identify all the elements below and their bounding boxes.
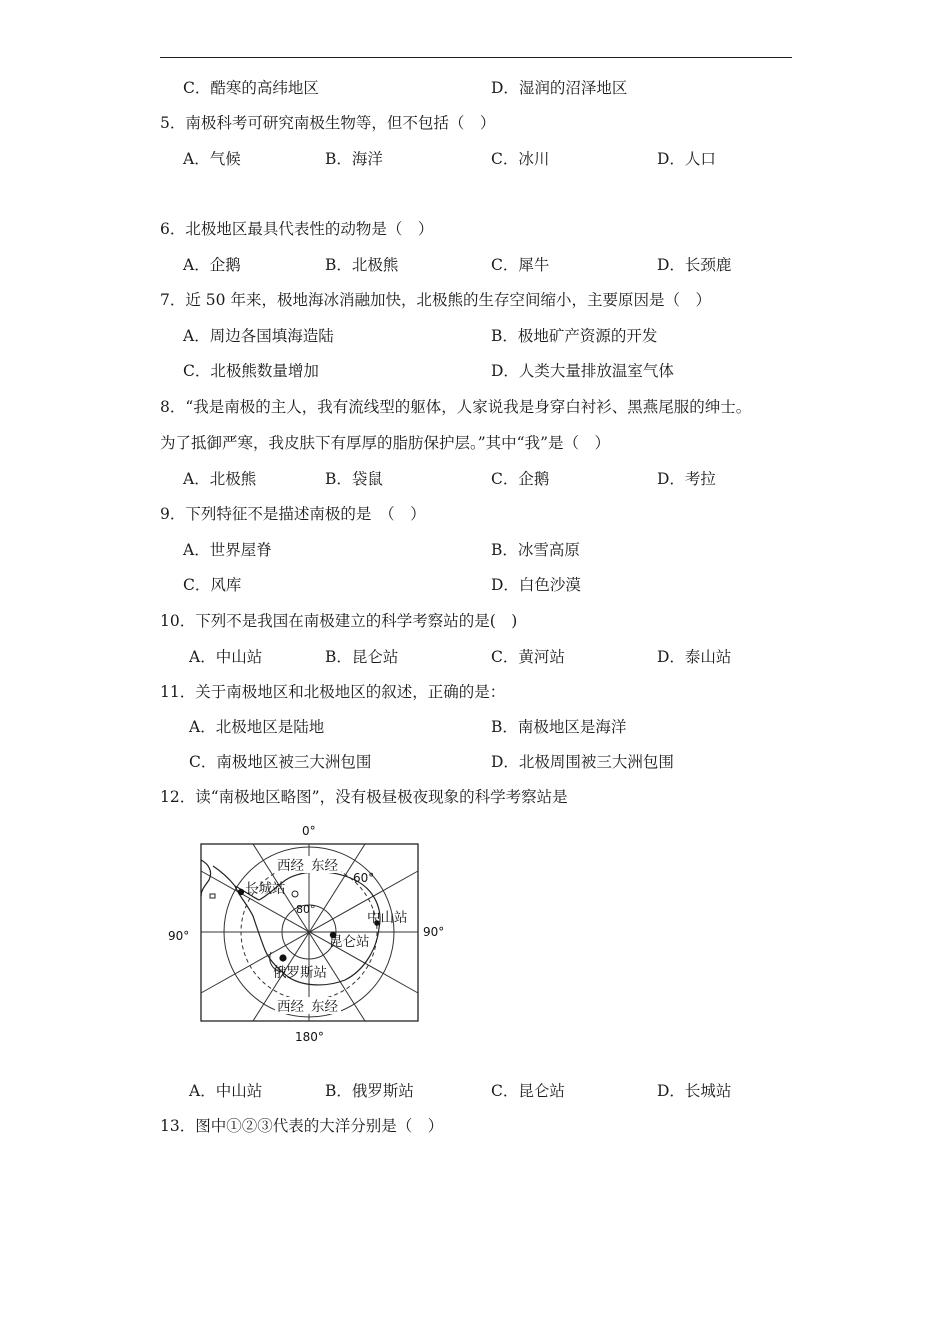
q12-stem: 12．读“南极地区略图”，没有极昼极夜现象的科学考察站是 — [160, 788, 568, 806]
q6-option-d[interactable]: D．长颈鹿 — [657, 256, 732, 274]
station-russia-marker — [279, 954, 286, 961]
station-russia-label: 俄罗斯站 — [273, 965, 327, 981]
station-changcheng-label: 长城站 — [245, 881, 286, 897]
map-label-west-bottom: 西经 — [277, 999, 304, 1015]
island-1 — [210, 894, 215, 898]
q11-option-c[interactable]: C．南极地区被三大洲包围 — [189, 753, 372, 771]
station-kunlun-label: 昆仑站 — [329, 934, 370, 950]
q5-stem: 5．南极科考可研究南极生物等，但不包括（ ） — [160, 114, 496, 132]
q10-option-a[interactable]: A．中山站 — [189, 648, 263, 666]
q10-stem: 10．下列不是我国在南极建立的科学考察站的是( ) — [160, 612, 518, 630]
q12-option-b[interactable]: B．俄罗斯站 — [325, 1082, 414, 1100]
q4-option-d[interactable]: D．湿润的沼泽地区 — [491, 79, 628, 97]
q12-option-d[interactable]: D．长城站 — [657, 1082, 732, 1100]
q9-option-a[interactable]: A．世界屋脊 — [183, 541, 272, 559]
q5-option-a[interactable]: A．气候 — [183, 150, 241, 168]
q10-option-d[interactable]: D．泰山站 — [657, 648, 732, 666]
q7-option-c[interactable]: C．北极熊数量增加 — [183, 362, 319, 380]
q6-option-b[interactable]: B．北极熊 — [325, 256, 399, 274]
q7-stem: 7．近 50 年来，极地海冰消融加快，北极熊的生存空间缩小，主要原因是（ ） — [160, 291, 711, 309]
map-label-0: 0° — [302, 824, 316, 838]
q13-stem: 13．图中①②③代表的大洋分别是（ ） — [160, 1117, 444, 1135]
q8-option-d[interactable]: D．考拉 — [657, 470, 716, 488]
q8-option-b[interactable]: B．袋鼠 — [325, 470, 383, 488]
q6-stem: 6．北极地区最具代表性的动物是（ ） — [160, 220, 434, 238]
map-label-lat80: 80° — [296, 903, 316, 916]
map-label-90-west: 90° — [168, 929, 190, 943]
q11-option-d[interactable]: D．北极周围被三大洲包围 — [491, 753, 674, 771]
map-label-lat60: 60° — [353, 871, 375, 885]
map-label-east-bottom: 东经 — [311, 999, 338, 1015]
map-label-180: 180° — [295, 1030, 324, 1044]
q5-option-c[interactable]: C．冰川 — [491, 150, 550, 168]
station-zhongshan-label: 中山站 — [367, 910, 408, 926]
q8-option-a[interactable]: A．北极熊 — [183, 470, 257, 488]
south-america-outline — [201, 860, 211, 896]
q12-option-a[interactable]: A．中山站 — [189, 1082, 263, 1100]
q7-option-a[interactable]: A．周边各国填海造陆 — [183, 327, 334, 345]
q6-option-c[interactable]: C．犀牛 — [491, 256, 550, 274]
q11-option-b[interactable]: B．南极地区是海洋 — [491, 718, 627, 736]
q9-option-d[interactable]: D．白色沙漠 — [491, 576, 581, 594]
map-label-west-top: 西经 — [277, 858, 304, 874]
q12-option-c[interactable]: C．昆仑站 — [491, 1082, 565, 1100]
q10-option-b[interactable]: B．昆仑站 — [325, 648, 399, 666]
q9-option-c[interactable]: C．风库 — [183, 576, 242, 594]
island-2 — [292, 891, 298, 897]
q7-option-b[interactable]: B．极地矿产资源的开发 — [491, 327, 658, 345]
q8-option-c[interactable]: C．企鹅 — [491, 470, 550, 488]
q9-stem: 9．下列特征不是描述南极的是 （ ） — [160, 505, 426, 523]
q8-stem-continued: 为了抵御严寒，我皮肤下有厚厚的脂肪保护层。”其中“我”是（ ） — [160, 434, 611, 452]
q8-stem: 8．“我是南极的主人，我有流线型的躯体，人家说我是身穿白衬衫、黑燕尾服的绅士。 — [160, 398, 752, 416]
map-label-90-east: 90° — [423, 925, 445, 939]
q4-option-c[interactable]: C．酷寒的高纬地区 — [183, 79, 319, 97]
q7-option-d[interactable]: D．人类大量排放温室气体 — [491, 362, 674, 380]
antarctic-map — [165, 820, 465, 1048]
q11-option-a[interactable]: A．北极地区是陆地 — [189, 718, 325, 736]
q11-stem: 11．关于南极地区和北极地区的叙述，正确的是： — [160, 683, 506, 701]
q6-option-a[interactable]: A．企鹅 — [183, 256, 241, 274]
q5-option-b[interactable]: B．海洋 — [325, 150, 383, 168]
q5-option-d[interactable]: D．人口 — [657, 150, 716, 168]
q9-option-b[interactable]: B．冰雪高原 — [491, 541, 580, 559]
q10-option-c[interactable]: C．黄河站 — [491, 648, 565, 666]
antarctic-peninsula — [213, 866, 235, 886]
station-changcheng-marker — [238, 889, 244, 895]
header-rule — [160, 57, 792, 58]
map-label-east-top: 东经 — [311, 858, 338, 874]
